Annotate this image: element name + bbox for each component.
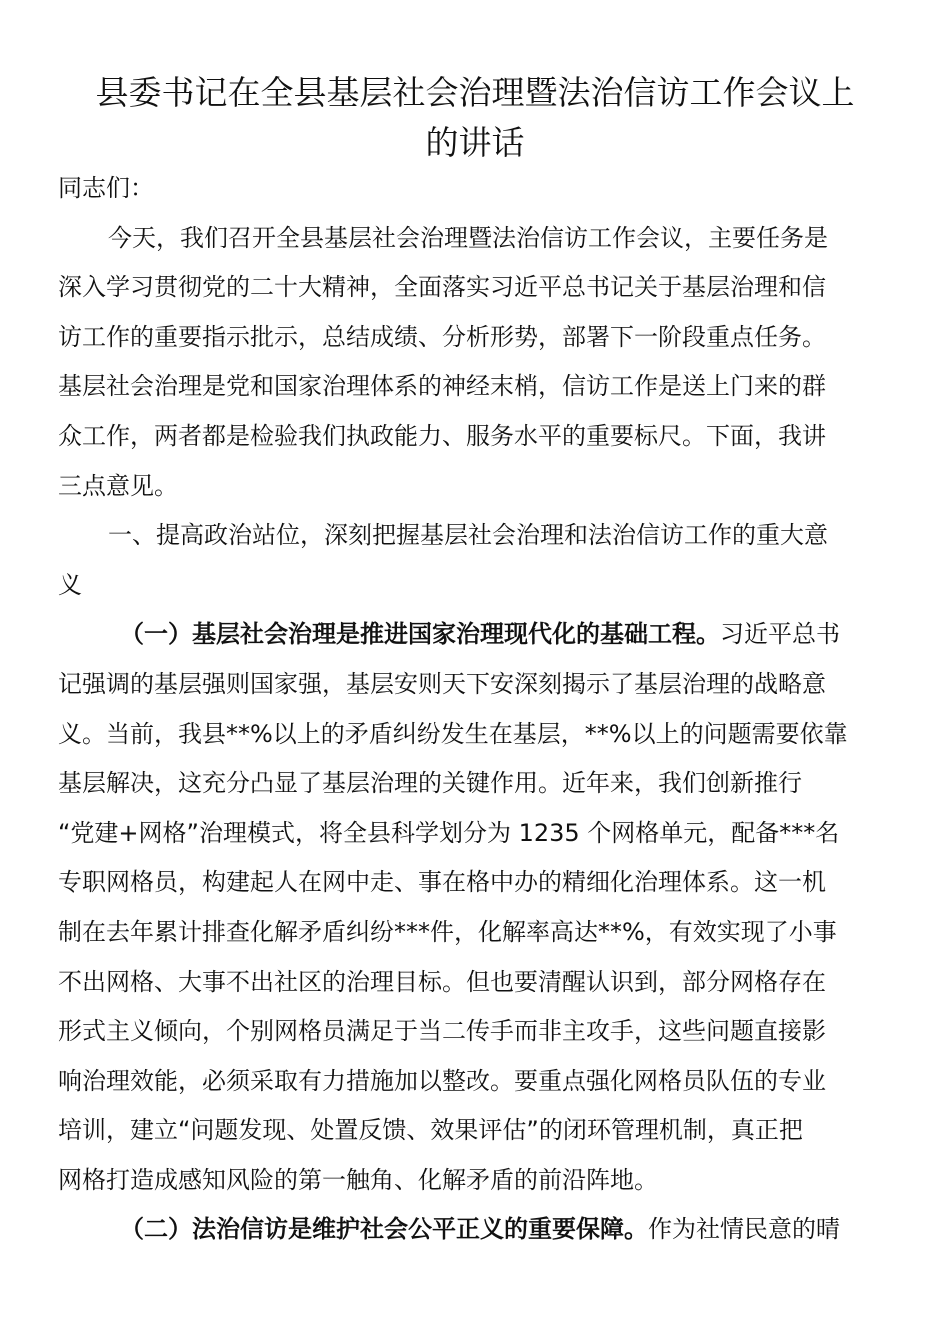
para1-line: 基层社会治理是党和国家治理体系的神经末梢，信访工作是送上门来的群 xyxy=(58,372,826,401)
sub1-line: “党建+网格”治理模式，将全县科学划分为 1235 个网格单元，配备***名 xyxy=(58,818,840,847)
sub1-line: 制在去年累计排查化解矛盾纠纷***件，化解率高达**%，有效实现了小事 xyxy=(58,917,837,946)
section1-heading-cont: 义 xyxy=(58,570,82,599)
para1-line: 访工作的重要指示批示，总结成绩、分析形势，部署下一阶段重点任务。 xyxy=(58,322,826,351)
title-line-1: 县委书记在全县基层社会治理暨法治信访工作会议上 xyxy=(95,73,855,112)
para1-line: 深入学习贯彻党的二十大精神，全面落实习近平总书记关于基层治理和信 xyxy=(58,273,826,302)
sub1-line: 专职网格员，构建起人在网中走、事在格中办的精细化治理体系。这一机 xyxy=(58,868,826,897)
para1-line: 今天，我们召开全县基层社会治理暨法治信访工作会议，主要任务是 xyxy=(108,223,828,252)
sub1-first-line xyxy=(58,610,888,660)
sub1-heading: （一）基层社会治理是推进国家治理现代化的基础工程。 xyxy=(120,620,720,649)
sub1-line: 记强调的基层强则国家强，基层安则天下安深刻揭示了基层治理的战略意 xyxy=(58,669,826,698)
title-line-2: 的讲话 xyxy=(425,123,525,162)
para1-line: 众工作，两者都是检验我们执政能力、服务水平的重要标尺。下面，我讲 xyxy=(58,421,826,450)
sub1-first-rest: 习近平总书 xyxy=(720,620,840,649)
sub2-first-rest: 作为社情民意的晴 xyxy=(648,1215,840,1244)
sub1-line: 基层解决，这充分凸显了基层治理的关键作用。近年来，我们创新推行 xyxy=(58,769,802,798)
document-title xyxy=(60,68,890,168)
sub2-first-line xyxy=(58,1205,888,1255)
sub1-line: 培训，建立“问题发现、处置反馈、效果评估”的闭环管理机制，真正把 xyxy=(58,1116,803,1145)
sub1-line: 形式主义倾向，个别网格员满足于当二传手而非主攻手，这些问题直接影 xyxy=(58,1017,826,1046)
section1-heading: 一、提高政治站位，深刻把握基层社会治理和法治信访工作的重大意 xyxy=(108,521,828,550)
para1-line: 三点意见。 xyxy=(58,471,178,500)
sub1-line: 不出网格、大事不出社区的治理目标。但也要清醒认识到，部分网格存在 xyxy=(58,967,826,996)
sub2-heading: （二）法治信访是维护社会公平正义的重要保障。 xyxy=(120,1215,648,1244)
document-body xyxy=(58,164,888,1255)
sub1-line: 网格打造成感知风险的第一触角、化解矛盾的前沿阵地。 xyxy=(58,1165,658,1194)
greeting: 同志们： xyxy=(58,174,154,202)
sub1-line: 响治理效能，必须采取有力措施加以整改。要重点强化网格员队伍的专业 xyxy=(58,1066,826,1095)
sub1-line: 义。当前，我县**%以上的矛盾纠纷发生在基层，**%以上的问题需要依靠 xyxy=(58,719,848,748)
